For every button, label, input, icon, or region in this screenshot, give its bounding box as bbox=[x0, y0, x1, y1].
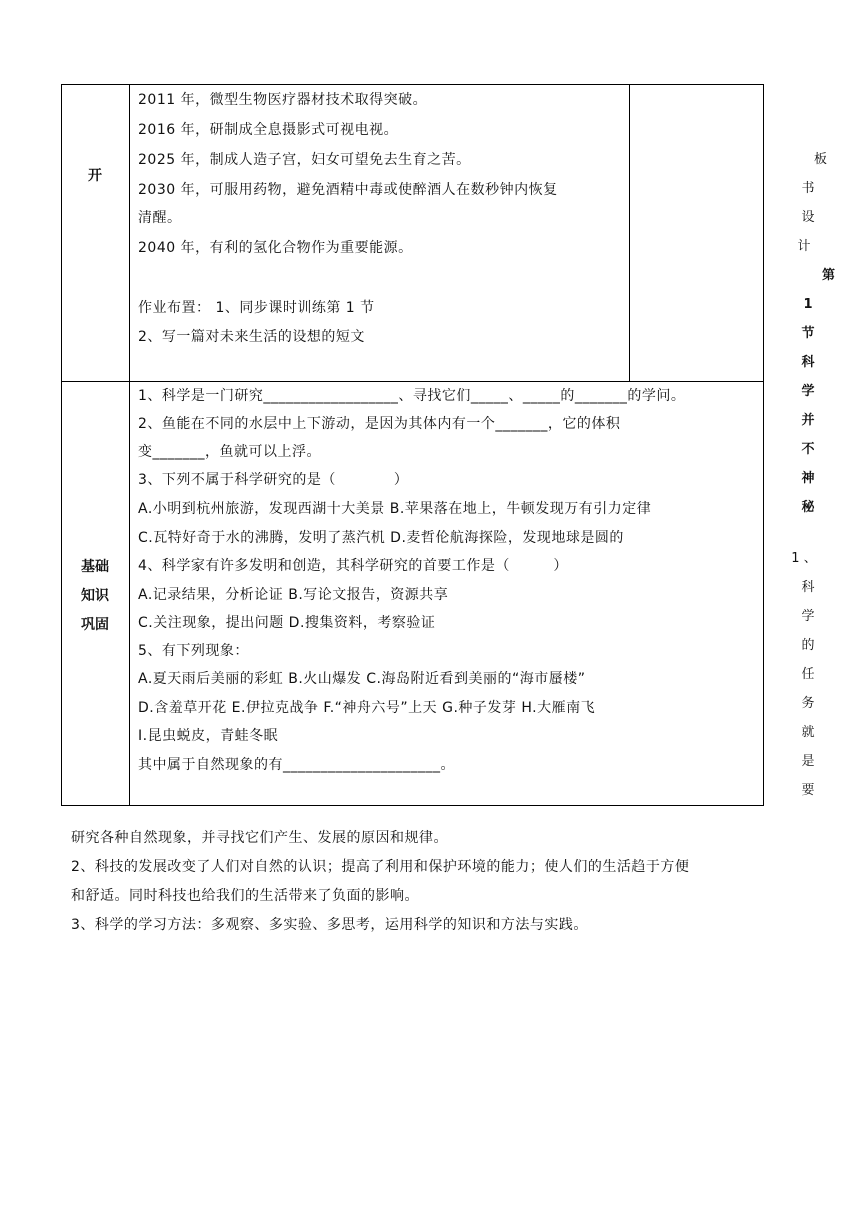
bottom-line: 3、科学的学习方法：多观察、多实验、多思考，运用科学的知识和方法与实践。 bbox=[71, 917, 588, 933]
bottom-line: 研究各种自然现象，并寻找它们产生、发展的原因和规律。 bbox=[71, 830, 448, 846]
question-line: 其中属于自然现象的有_____________________。 bbox=[138, 757, 455, 773]
question-option: I.昆虫蜕皮，青蛙冬眠 bbox=[138, 728, 279, 744]
question-option: A.记录结果，分析论证 B.写论文报告，资源共享 bbox=[138, 587, 449, 603]
bottom-line: 2、科技的发展改变了人们对自然的认识；提高了利用和保护环境的能力；使人们的生活趋于方便 bbox=[71, 859, 690, 875]
question-option: A.小明到杭州旅游，发现西湖十大美景 B.苹果落在地上，牛顿发现万有引力定律 bbox=[138, 501, 652, 517]
row1-homework-line: 作业布置： 1、同步课时训练第 1 节 bbox=[138, 300, 375, 316]
sidebar-board-design: 板 书 设 计 第 1 节 科 学 并 不 神 秘 1 、 科 学 的 任 务 就 是 要 bbox=[791, 152, 836, 798]
question-line: 变_______，鱼就可以上浮。 bbox=[138, 444, 321, 460]
bottom-line: 和舒适。同时科技也给我们的生活带来了负面的影响。 bbox=[71, 888, 419, 904]
row1-line: 2011 年，微型生物医疗器材技术取得突破。 bbox=[138, 92, 428, 108]
table-col-divider-row1 bbox=[629, 84, 630, 381]
row1-line: 2025 年，制成人造子宫，妇女可望免去生育之苦。 bbox=[138, 152, 471, 168]
question-option: C.瓦特好奇于水的沸腾，发明了蒸汽机 D.麦哲伦航海探险，发现地球是圆的 bbox=[138, 530, 624, 546]
question-line: 5、有下列现象： bbox=[138, 643, 249, 659]
row1-line: 2030 年，可服用药物，避免酒精中毒或使醉酒人在数秒钟内恢复 bbox=[138, 182, 558, 198]
table-border-right bbox=[763, 84, 764, 806]
question-option: A.夏天雨后美丽的彩虹 B.火山爆发 C.海岛附近看到美丽的“海市蜃楼” bbox=[138, 671, 586, 687]
question-option: C.关注现象，提出问题 D.搜集资料，考察验证 bbox=[138, 615, 436, 631]
question-line: 3、下列不属于科学研究的是（ ） bbox=[138, 472, 409, 488]
table-border-mid bbox=[61, 381, 764, 382]
table-border-bottom bbox=[61, 805, 764, 806]
question-line: 2、鱼能在不同的水层中上下游动，是因为其体内有一个_______，它的体积 bbox=[138, 416, 621, 432]
table-col-divider bbox=[129, 84, 130, 806]
row2-label: 基础 知识 巩固 bbox=[81, 559, 109, 633]
row1-line: 2016 年，研制成全息摄影式可视电视。 bbox=[138, 122, 399, 138]
question-option: D.含羞草开花 E.伊拉克战争 F.“神舟六号”上天 G.种子发芽 H.大雁南飞 bbox=[138, 700, 596, 716]
row1-homework-line: 2、写一篇对未来生活的设想的短文 bbox=[138, 329, 365, 345]
row1-line: 清醒。 bbox=[138, 210, 182, 226]
row1-label: 开 bbox=[88, 168, 103, 184]
question-line: 4、科学家有许多发明和创造，其科学研究的首要工作是（ ） bbox=[138, 558, 568, 574]
table-border-left bbox=[61, 84, 62, 806]
row1-line: 2040 年，有利的氢化合物作为重要能源。 bbox=[138, 240, 413, 256]
table-border-top bbox=[61, 84, 764, 85]
question-line: 1、科学是一门研究__________________、寻找它们_____、_____的_______的学问。 bbox=[138, 388, 686, 404]
